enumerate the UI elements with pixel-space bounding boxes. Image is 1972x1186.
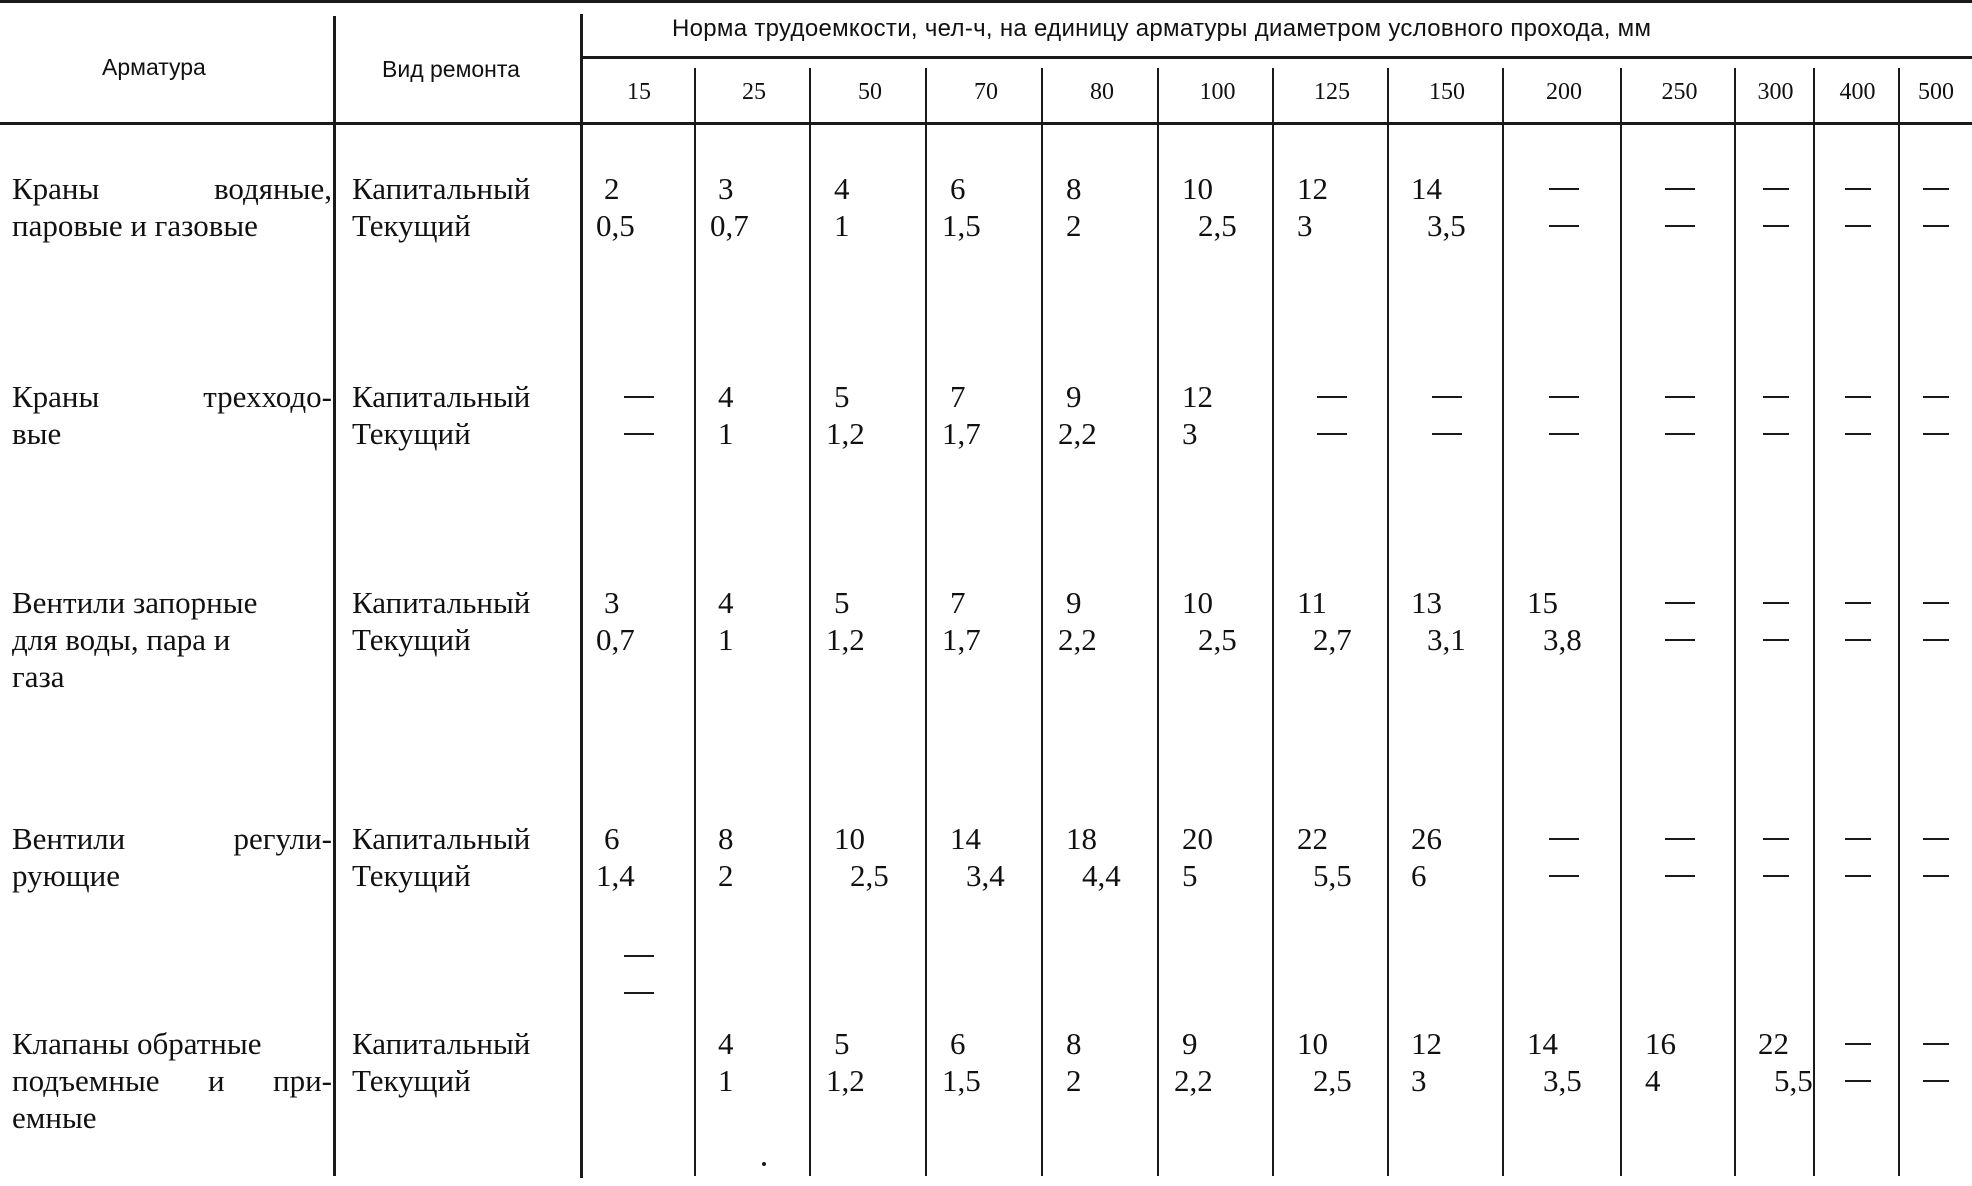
norm-current: 2,5 [850,858,889,893]
norm-current: 3 [1411,1063,1427,1098]
norm-cell [1527,1025,1582,1099]
diameter-150: 150 [1429,79,1465,105]
norm-capital: 15 [1527,585,1558,620]
diameter-250: 250 [1661,79,1698,105]
dash-mark [1549,875,1579,877]
norm-current: 2,5 [1198,622,1237,657]
norm-cell [1182,170,1237,244]
norm-cell [1066,1025,1082,1099]
repair-kind-capital: Капитальный [352,585,531,620]
norm-cell [826,378,865,452]
norm-cell [826,1025,865,1099]
column-rule-6 [1272,68,1274,1176]
dash-mark [1923,639,1949,641]
norm-capital: 4 [718,585,734,620]
dash-mark [1923,1080,1949,1082]
dash-mark [1549,225,1579,227]
norm-capital: 3 [604,585,620,620]
header-fitting: Арматура [102,54,206,80]
norm-cell [942,1025,981,1099]
norm-current: 2,5 [1313,1063,1352,1098]
norm-capital: 10 [1182,171,1213,206]
norm-capital: 4 [834,171,850,206]
repair-kind-capital: Капитальный [352,379,531,414]
fitting-name-line: Клапаны обратные [12,1026,262,1061]
dash-mark [1845,639,1871,641]
repair-kind [352,378,530,452]
norm-capital: 26 [1411,821,1442,856]
norm-capital: 6 [950,1026,966,1061]
dash-mark [1845,602,1871,604]
fitting-name-line: Краны водяные, [12,171,332,206]
diameter-125: 125 [1314,79,1350,105]
norm-capital: 6 [604,821,620,856]
norm-capital: 9 [1182,1026,1198,1061]
norm-capital: 20 [1182,821,1213,856]
dash-mark [1432,433,1462,435]
norm-current: 1,2 [826,1063,865,1098]
norm-capital: 22 [1297,821,1328,856]
norm-cell [942,170,981,244]
column-rule-12 [1898,68,1900,1176]
diameter-70: 70 [974,79,998,105]
norm-cell [1411,170,1466,244]
column-rule-7 [1387,68,1389,1176]
dash-mark [1763,396,1789,398]
column-rule-10 [1734,68,1736,1176]
norm-current: 1,2 [826,416,865,451]
norm-current: 2,7 [1313,622,1352,657]
dash-mark [1549,188,1579,190]
norm-cell [718,1025,734,1099]
norm-current: 2 [718,858,734,893]
norm-capital: 18 [1066,821,1097,856]
norm-capital: 14 [1411,171,1442,206]
norm-current: 5,5 [1774,1063,1813,1098]
norm-current: 1 [718,1063,734,1098]
diameter-200: 200 [1546,79,1582,105]
header-repair-kind: Вид ремонта [382,56,520,82]
norm-capital: 9 [1066,379,1082,414]
norm-current: 2 [1066,208,1082,243]
dash-mark [1665,602,1695,604]
norm-current: 5,5 [1313,858,1352,893]
norm-cell [1066,820,1121,894]
norm-cell [718,820,734,894]
dash-mark [1665,188,1695,190]
norm-capital: 22 [1758,1026,1789,1061]
dash-mark [1665,396,1695,398]
diameter-300: 300 [1757,79,1794,105]
dash-mark [1923,225,1949,227]
norm-current: 2,2 [1174,1063,1213,1098]
norm-capital: 5 [834,1026,850,1061]
norm-cell [1411,820,1442,894]
table-top-rule [0,0,1972,3]
norm-capital: 5 [834,585,850,620]
repair-kind [352,170,530,244]
dash-mark [624,955,654,957]
dash-mark [624,433,654,435]
norm-cell [950,820,1005,894]
dash-mark [1763,188,1789,190]
norm-capital: 12 [1182,379,1213,414]
norm-cell [1174,1025,1213,1099]
repair-kind [352,1025,530,1099]
column-rule-9 [1620,68,1622,1176]
norm-cell [1297,170,1328,244]
diameter-80: 80 [1090,79,1114,105]
column-rule-8 [1502,68,1504,1176]
norm-cell [1411,1025,1442,1099]
dash-mark [1923,396,1949,398]
fitting-name-line: вые [12,416,62,451]
norm-current: 1 [718,416,734,451]
repair-kind-current: Текущий [352,208,471,243]
rule-repair-norm [580,14,583,1178]
fitting-name [12,1025,332,1136]
header-norm-title: Норма трудоемкости, чел-ч, на единицу арматуры диаметром условного прохода, мм [672,15,1652,42]
dash-mark [1763,838,1789,840]
dash-mark [1763,875,1789,877]
column-rule-1 [694,68,696,1176]
dash-mark [624,396,654,398]
norm-capital: 14 [950,821,981,856]
norm-current: 1,2 [826,622,865,657]
norm-cell [834,820,889,894]
norm-capital: 10 [1297,1026,1328,1061]
fitting-name-line: емные [12,1100,97,1135]
norm-cell [1058,378,1097,452]
norm-capital: 7 [950,379,966,414]
diameter-500: 500 [1918,79,1954,105]
norm-capital: 10 [1182,585,1213,620]
norm-current: 1,5 [942,208,981,243]
norm-current: 2,2 [1058,622,1097,657]
dash-mark [1923,875,1949,877]
dash-mark [1763,225,1789,227]
norm-capital: 12 [1411,1026,1442,1061]
norm-current: 0,5 [596,208,635,243]
dash-mark [1923,433,1949,435]
dash-mark [1665,225,1695,227]
norm-cell [1527,584,1582,658]
dash-mark [1845,433,1871,435]
repair-kind-current: Текущий [352,1063,471,1098]
norm-cell [718,378,734,452]
dash-mark [1845,225,1871,227]
norm-capital: 7 [950,585,966,620]
fitting-name-line: Вентили запорные [12,585,258,620]
norm-capital: 10 [834,821,865,856]
dash-mark [1665,838,1695,840]
norm-cell [596,820,635,894]
norm-capital: 3 [718,171,734,206]
norm-cell [718,584,734,658]
repair-kind-capital: Капитальный [352,821,531,856]
dash-mark [1763,433,1789,435]
norm-capital: 9 [1066,585,1082,620]
dash-mark [1665,433,1695,435]
dash-mark [1763,602,1789,604]
diameter-400: 400 [1839,79,1876,105]
header-bottom-rule [0,122,1972,125]
norm-cell [596,584,635,658]
norm-cell [1058,584,1097,658]
dash-mark [1845,838,1871,840]
diameter-50: 50 [858,79,882,105]
norm-cell [1297,584,1352,658]
norm-cell [942,378,981,452]
norm-current: 2,2 [1058,416,1097,451]
norm-capital: 4 [718,1026,734,1061]
norm-current: 5 [1182,858,1198,893]
dash-mark [1845,396,1871,398]
column-rule-11 [1813,68,1815,1176]
norm-current: 3,5 [1427,208,1466,243]
dash-mark [1845,188,1871,190]
norm-cell [834,170,850,244]
norm-current: 0,7 [596,622,635,657]
norm-cell [942,584,981,658]
norm-cell [1182,378,1213,452]
column-rule-3 [925,68,927,1176]
diameter-100: 100 [1199,79,1236,105]
repair-kind-current: Текущий [352,416,471,451]
norm-capital: 8 [1066,1026,1082,1061]
repair-kind-current: Текущий [352,858,471,893]
norm-current: 1,4 [596,858,635,893]
repair-kind-capital: Капитальный [352,171,531,206]
norm-cell [1297,1025,1352,1099]
norm-current: 0,7 [710,208,749,243]
norm-current: 1 [718,622,734,657]
norm-capital: 11 [1297,585,1327,620]
dash-mark [1549,433,1579,435]
fitting-name-line: для воды, пара и [12,622,231,657]
fitting-name-line: подъемные и при- [12,1063,332,1098]
norm-current: 2,5 [1198,208,1237,243]
norm-cell [1758,1025,1813,1099]
rule-fitting-repair [333,16,336,1176]
dash-mark [1665,639,1695,641]
norm-current: 2 [1066,1063,1082,1098]
norm-cell [1297,820,1352,894]
diameter-15: 15 [627,79,651,105]
norm-cell [1645,1025,1676,1099]
repair-kind-current: Текущий [352,622,471,657]
norm-current: 1,5 [942,1063,981,1098]
dash-mark [1845,1043,1871,1045]
norm-cell [596,170,635,244]
norm-cell [1066,170,1082,244]
norm-cell [710,170,749,244]
dash-mark [1763,639,1789,641]
diameter-25: 25 [742,79,766,105]
norm-current: 1 [834,208,850,243]
dash-mark [1923,1043,1949,1045]
dash-mark [1923,602,1949,604]
norm-capital: 8 [1066,171,1082,206]
fitting-name-line: Краны трехходо- [12,379,332,414]
column-rule-5 [1157,68,1159,1176]
norm-current: 4 [1645,1063,1661,1098]
norm-capital: 13 [1411,585,1442,620]
norm-current: 3,8 [1543,622,1582,657]
repair-kind [352,820,530,894]
dash-mark [1923,838,1949,840]
norm-current: 1,7 [942,416,981,451]
norm-capital: 8 [718,821,734,856]
column-rule-2 [809,68,811,1176]
dash-mark [1432,396,1462,398]
norm-current: 3 [1297,208,1313,243]
norm-capital: 6 [950,171,966,206]
norm-current: 3 [1182,416,1198,451]
dash-mark [624,992,654,994]
column-rule-4 [1041,68,1043,1176]
norm-current: 1,7 [942,622,981,657]
dash-mark [1923,188,1949,190]
header-sub-rule [582,56,1972,59]
norm-cell [1411,584,1466,658]
dash-mark [1549,396,1579,398]
print-dot [762,1162,766,1166]
fitting-name-line: рующие [12,858,120,893]
norm-capital: 14 [1527,1026,1558,1061]
fitting-name-line: Вентили регули- [12,821,332,856]
fitting-name [12,584,332,695]
fitting-name-line: паровые и газовые [12,208,258,243]
norm-current: 3,5 [1543,1063,1582,1098]
dash-mark [1665,875,1695,877]
repair-kind-capital: Капитальный [352,1026,531,1061]
dash-mark [1845,875,1871,877]
norm-cell [1182,820,1213,894]
norm-current: 3,1 [1427,622,1466,657]
norm-capital: 2 [604,171,620,206]
fitting-name [12,378,332,452]
norm-capital: 4 [718,379,734,414]
norm-current: 4,4 [1082,858,1121,893]
dash-mark [1317,396,1347,398]
dash-mark [1549,838,1579,840]
fitting-name-line: газа [12,659,65,694]
fitting-name [12,170,332,244]
dash-mark [1317,433,1347,435]
repair-kind [352,584,530,658]
norm-capital: 5 [834,379,850,414]
dash-mark [1845,1080,1871,1082]
norm-current: 3,4 [966,858,1005,893]
norm-capital: 12 [1297,171,1328,206]
norm-cell [826,584,865,658]
norm-current: 6 [1411,858,1427,893]
fitting-name [12,820,332,894]
norm-cell [1182,584,1237,658]
norm-capital: 16 [1645,1026,1676,1061]
